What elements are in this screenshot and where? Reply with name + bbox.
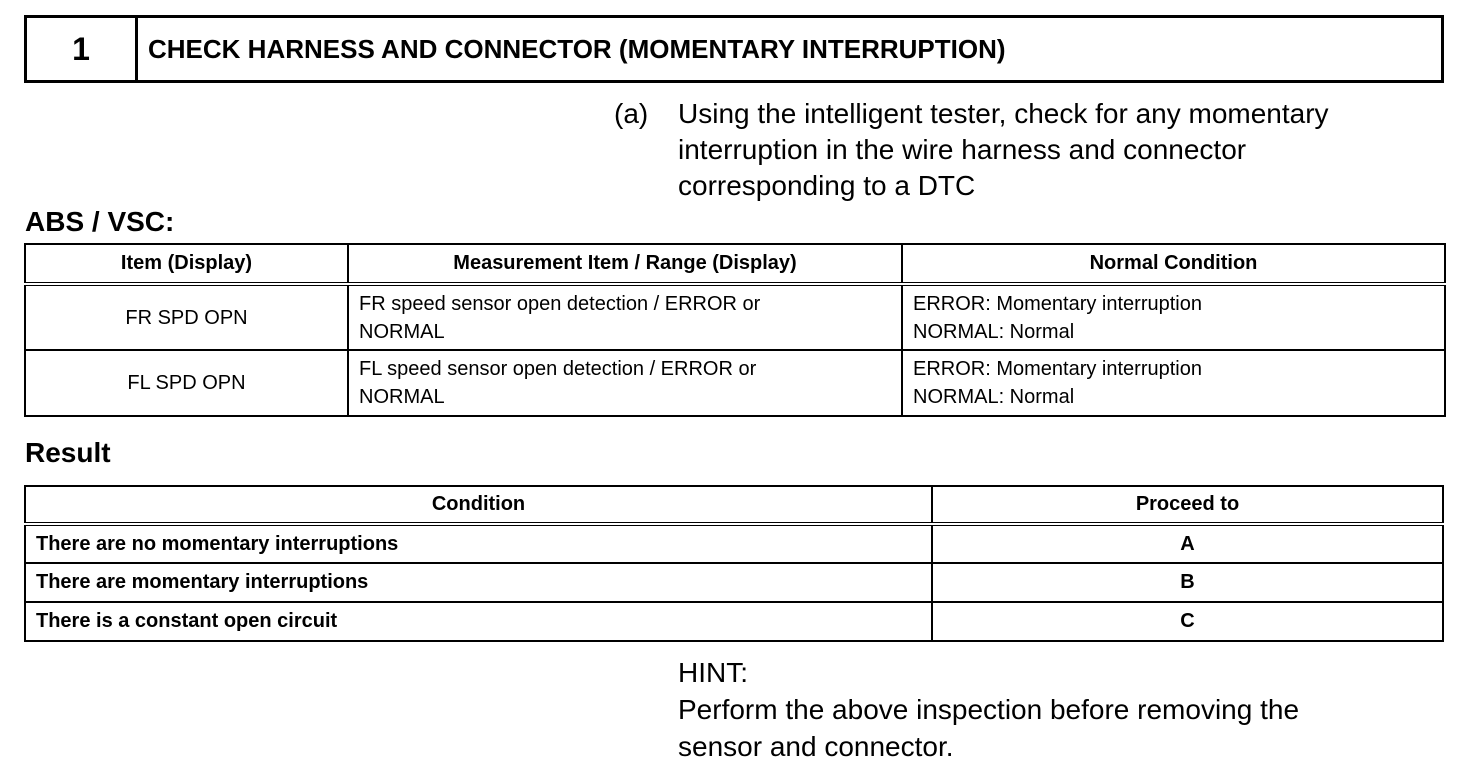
hint-line: sensor and connector. (678, 731, 954, 762)
proceed-cell: C (932, 602, 1443, 641)
table-row (25, 524, 1443, 563)
table-header-row (25, 244, 1445, 284)
hint-label: HINT: (678, 657, 748, 688)
condition-cell: There are momentary interruptions (25, 563, 932, 602)
normal-condition-cell (902, 350, 1445, 416)
measurement-cell (348, 350, 902, 416)
result-heading: Result (25, 437, 111, 468)
instruction-label: (a) (614, 98, 649, 129)
hint-line: Perform the above inspection before removing the (678, 694, 1300, 725)
normal-condition-line: NORMAL: Normal (913, 386, 1075, 408)
item-cell: FR SPD OPN (25, 284, 348, 350)
normal-condition-line: ERROR: Momentary interruption (913, 292, 1202, 315)
instruction-text (678, 96, 1418, 204)
instruction-line: Using the intelligent tester, check for any momentary (678, 98, 1329, 129)
hint-block (678, 654, 1438, 765)
measurement-cell (348, 284, 902, 350)
instruction-a (614, 96, 1434, 204)
result-table (24, 485, 1444, 642)
step-number: 1 (27, 18, 138, 80)
column-header-measurement: Measurement Item / Range (Display) (348, 244, 902, 284)
column-header-item: Item (Display) (25, 244, 348, 284)
measurement-line: FR speed sensor open detection / ERROR or (359, 292, 761, 315)
instruction-line: interruption in the wire harness and connector (678, 134, 1247, 165)
column-header-condition: Condition (25, 486, 932, 524)
proceed-cell: B (932, 563, 1443, 602)
normal-condition-line: NORMAL: Normal (913, 320, 1075, 343)
normal-condition-cell (902, 284, 1445, 350)
table-row (25, 350, 1445, 416)
table-row (25, 284, 1445, 350)
table-row (25, 602, 1443, 641)
measurement-line: NORMAL (359, 320, 445, 343)
measurement-line: NORMAL (359, 386, 445, 408)
column-header-normal-condition: Normal Condition (902, 244, 1445, 284)
column-header-proceed-to: Proceed to (932, 486, 1443, 524)
item-cell: FL SPD OPN (25, 350, 348, 416)
abs-vsc-heading: ABS / VSC: (25, 206, 175, 237)
instruction-line: corresponding to a DTC (678, 170, 976, 201)
table-row (25, 563, 1443, 602)
condition-cell: There is a constant open circuit (25, 602, 932, 641)
abs-vsc-table (24, 243, 1446, 417)
table-header-row (25, 486, 1443, 524)
step-header (24, 15, 1444, 83)
normal-condition-line: ERROR: Momentary interruption (913, 358, 1202, 380)
condition-cell: There are no momentary interruptions (25, 524, 932, 563)
measurement-line: FL speed sensor open detection / ERROR or (359, 358, 757, 380)
proceed-cell: A (932, 524, 1443, 563)
step-title: CHECK HARNESS AND CONNECTOR (MOMENTARY INTERRUPTION) (148, 33, 1006, 64)
